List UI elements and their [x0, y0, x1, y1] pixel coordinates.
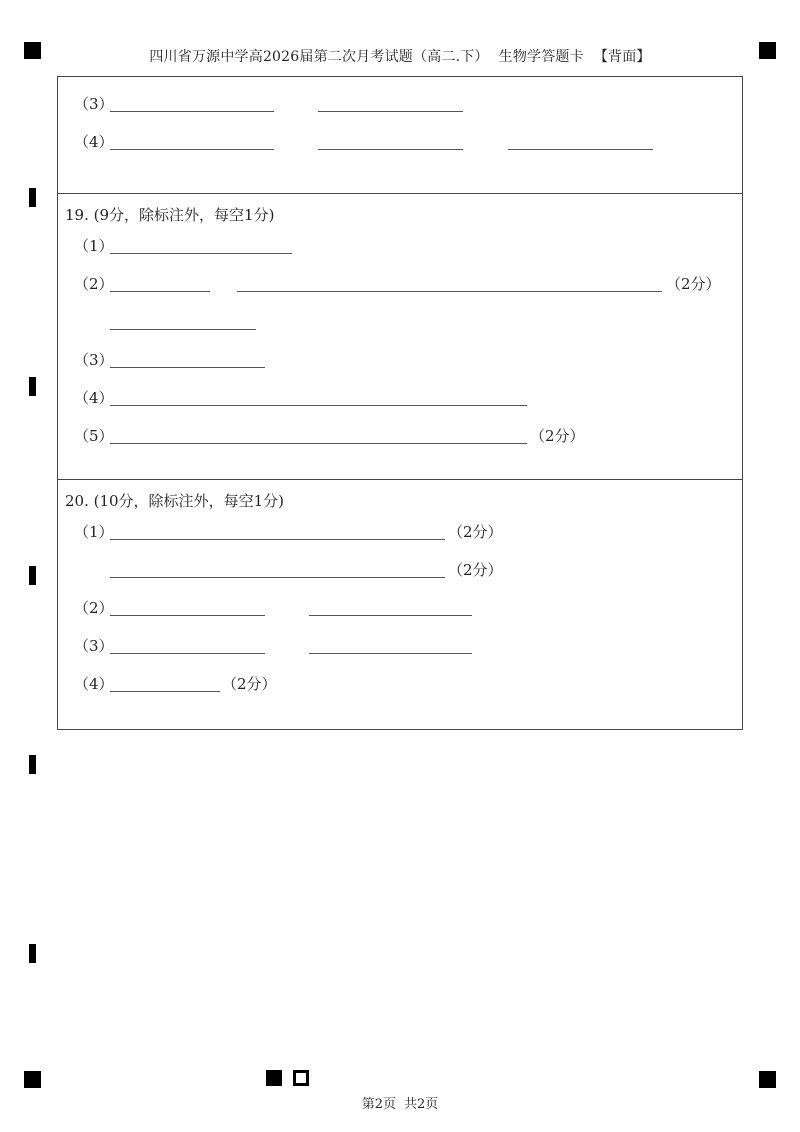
page-footer: [0, 1093, 800, 1112]
answer-line[interactable]: [110, 291, 210, 292]
answer-label: （3）: [74, 637, 114, 655]
answer-label: （1）: [74, 523, 114, 541]
answer-line[interactable]: [110, 111, 274, 112]
page-number: 第2页: [361, 1097, 396, 1112]
question-title: 20. (10分，除标注外，每空1分): [65, 492, 284, 510]
timing-mark: [29, 944, 36, 963]
answer-line[interactable]: [110, 691, 220, 692]
answer-label: （4）: [74, 675, 114, 693]
exam-title: 四川省万源中学高2026届第二次月考试题（高二.下）: [149, 49, 489, 65]
answer-line[interactable]: [110, 443, 527, 444]
answer-label: （4）: [74, 133, 114, 151]
answer-label: （2）: [74, 275, 114, 293]
answer-label: （5）: [74, 427, 114, 445]
answer-box-q19: [57, 193, 743, 480]
answer-line[interactable]: [110, 329, 256, 330]
score-note: （2分）: [530, 427, 585, 445]
answer-line[interactable]: [309, 615, 472, 616]
page-mark-empty: [293, 1070, 309, 1086]
answer-label: （3）: [74, 95, 114, 113]
score-note: （2分）: [222, 675, 277, 693]
answer-line[interactable]: [110, 615, 265, 616]
answer-label: （4）: [74, 389, 114, 407]
side-label: 【背面】: [593, 49, 651, 65]
timing-mark: [29, 188, 36, 207]
answer-line[interactable]: [110, 405, 527, 406]
timing-mark: [29, 566, 36, 585]
score-note: （2分）: [448, 523, 503, 541]
subject-title: 生物学答题卡: [498, 49, 584, 65]
score-note: （2分）: [666, 275, 721, 293]
answer-line[interactable]: [318, 111, 463, 112]
answer-label: （2）: [74, 599, 114, 617]
timing-mark: [29, 755, 36, 774]
registration-mark-bottom-left: [24, 1071, 41, 1088]
answer-line[interactable]: [110, 149, 274, 150]
answer-line[interactable]: [309, 653, 472, 654]
answer-box-q20: [57, 479, 743, 730]
answer-box-q18: [57, 76, 743, 194]
answer-label: （1）: [74, 237, 114, 255]
answer-line[interactable]: [237, 291, 662, 292]
page-total: 共2页: [404, 1097, 439, 1112]
answer-label: （3）: [74, 351, 114, 369]
answer-line[interactable]: [110, 539, 445, 540]
answer-line[interactable]: [318, 149, 463, 150]
page-mark-filled: [266, 1070, 282, 1086]
timing-mark: [29, 377, 36, 396]
page-header: [0, 46, 800, 66]
answer-line[interactable]: [110, 253, 292, 254]
answer-line[interactable]: [110, 653, 265, 654]
answer-line[interactable]: [508, 149, 653, 150]
registration-mark-bottom-right: [759, 1071, 776, 1088]
question-title: 19. (9分，除标注外，每空1分): [65, 206, 275, 224]
answer-line[interactable]: [110, 367, 265, 368]
score-note: （2分）: [448, 561, 503, 579]
answer-line[interactable]: [110, 577, 445, 578]
